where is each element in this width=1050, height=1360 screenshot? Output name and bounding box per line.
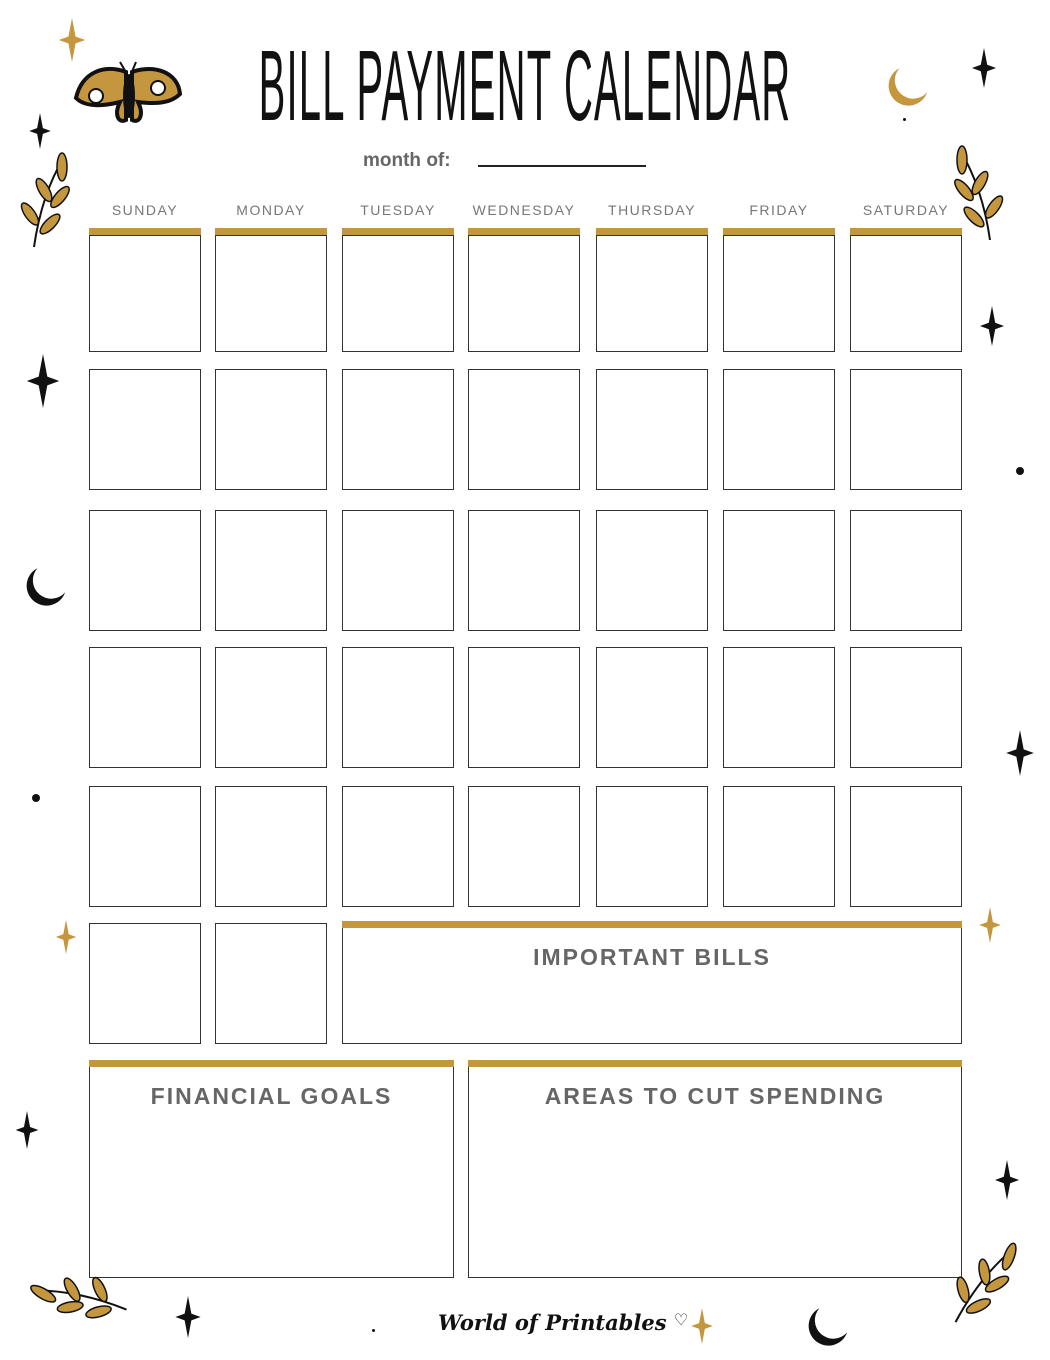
calendar-day-cell[interactable]	[89, 786, 201, 907]
calendar-day-cell[interactable]	[468, 510, 580, 631]
calendar-day-cell[interactable]	[342, 235, 454, 352]
heart-icon: ♡	[673, 1310, 689, 1329]
page-title: BILL PAYMENT CALENDAR	[258, 30, 792, 142]
box-body	[468, 1067, 962, 1278]
accent-bar	[89, 228, 201, 235]
calendar-day-cell[interactable]	[215, 647, 327, 768]
day-header-friday: FRIDAY	[749, 202, 809, 218]
calendar-day-cell[interactable]	[850, 647, 962, 768]
important-bills-box[interactable]	[342, 921, 962, 1044]
sparkle-icon	[167, 1296, 209, 1338]
accent-bar	[342, 921, 962, 928]
box-body	[342, 928, 962, 1044]
calendar-day-cell[interactable]	[723, 786, 835, 907]
calendar-day-cell[interactable]	[850, 786, 962, 907]
calendar-day-cell[interactable]	[596, 647, 708, 768]
calendar-day-cell[interactable]	[468, 647, 580, 768]
sparkle-icon	[50, 18, 94, 62]
calendar-day-cell[interactable]	[596, 510, 708, 631]
calendar-day-cell[interactable]	[342, 647, 454, 768]
sparkle-icon	[964, 48, 1004, 88]
sparkle-icon	[997, 730, 1043, 776]
day-header-sunday: SUNDAY	[111, 202, 179, 218]
calendar-day-cell[interactable]	[596, 235, 708, 352]
accent-bar	[596, 228, 708, 235]
calendar-day-cell[interactable]	[215, 923, 327, 1044]
calendar-day-cell[interactable]	[89, 235, 201, 352]
sparkle-icon	[49, 920, 83, 954]
calendar-day-cell[interactable]	[723, 647, 835, 768]
calendar-day-cell[interactable]	[723, 369, 835, 490]
financial-goals-title: FINANCIAL GOALS	[150, 1083, 393, 1109]
calendar-day-cell[interactable]	[850, 510, 962, 631]
day-header-thursday: THURSDAY	[608, 202, 696, 218]
accent-bar	[468, 1060, 962, 1067]
calendar-day-cell[interactable]	[342, 369, 454, 490]
day-header-wednesday: WEDNESDAY	[472, 202, 576, 218]
calendar-day-cell[interactable]	[596, 786, 708, 907]
areas-to-cut-title: AREAS TO CUT SPENDING	[544, 1083, 886, 1109]
laurel-branch-icon	[45, 1250, 115, 1350]
calendar-day-cell[interactable]	[89, 369, 201, 490]
sparkle-icon	[22, 113, 58, 149]
calendar-day-cell[interactable]	[850, 369, 962, 490]
calendar-day-cell[interactable]	[723, 235, 835, 352]
calendar-day-cell[interactable]	[342, 510, 454, 631]
areas-to-cut-box[interactable]	[468, 1060, 962, 1278]
day-header-saturday: SATURDAY	[862, 202, 950, 218]
crescent-moon-icon	[804, 1306, 848, 1350]
month-input-line[interactable]	[478, 165, 646, 167]
day-header-monday: MONDAY	[236, 202, 306, 218]
laurel-branch-icon	[14, 152, 84, 252]
month-label: month of:	[363, 150, 451, 171]
sparkle-icon	[987, 1160, 1027, 1200]
dot-icon	[1016, 467, 1024, 475]
accent-bar	[89, 1060, 454, 1067]
calendar-day-cell[interactable]	[89, 923, 201, 1044]
calendar-day-cell[interactable]	[215, 786, 327, 907]
sparkle-icon	[16, 354, 70, 408]
dot-icon	[372, 1329, 375, 1332]
sparkle-icon	[972, 907, 1008, 943]
dot-icon	[903, 118, 906, 121]
accent-bar	[215, 228, 327, 235]
calendar-day-cell[interactable]	[468, 235, 580, 352]
accent-bar	[723, 228, 835, 235]
crescent-moon-icon	[884, 66, 928, 110]
calendar-day-cell[interactable]	[89, 647, 201, 768]
financial-goals-box[interactable]	[89, 1060, 454, 1278]
laurel-branch-icon	[940, 145, 1010, 245]
sparkle-icon	[972, 306, 1012, 346]
calendar-day-cell[interactable]	[850, 235, 962, 352]
brand-text: World of Printables	[438, 1310, 667, 1335]
calendar-day-cell[interactable]	[596, 369, 708, 490]
sparkle-icon	[8, 1111, 46, 1149]
moth-icon	[74, 58, 184, 128]
calendar-day-cell[interactable]	[215, 369, 327, 490]
brand-logo	[438, 1310, 688, 1335]
calendar-day-cell[interactable]	[723, 510, 835, 631]
calendar-day-cell[interactable]	[342, 786, 454, 907]
laurel-branch-icon	[950, 1235, 1020, 1335]
day-header-tuesday: TUESDAY	[360, 202, 436, 218]
calendar-day-cell[interactable]	[89, 510, 201, 631]
calendar-day-cell[interactable]	[468, 786, 580, 907]
accent-bar	[342, 228, 454, 235]
important-bills-title: IMPORTANT BILLS	[533, 944, 771, 970]
crescent-moon-icon	[22, 566, 66, 610]
box-body	[89, 1067, 454, 1278]
calendar-day-cell[interactable]	[215, 235, 327, 352]
calendar-day-cell[interactable]	[215, 510, 327, 631]
accent-bar	[468, 228, 580, 235]
sparkle-icon	[684, 1308, 720, 1344]
calendar-day-cell[interactable]	[468, 369, 580, 490]
dot-icon	[32, 794, 40, 802]
